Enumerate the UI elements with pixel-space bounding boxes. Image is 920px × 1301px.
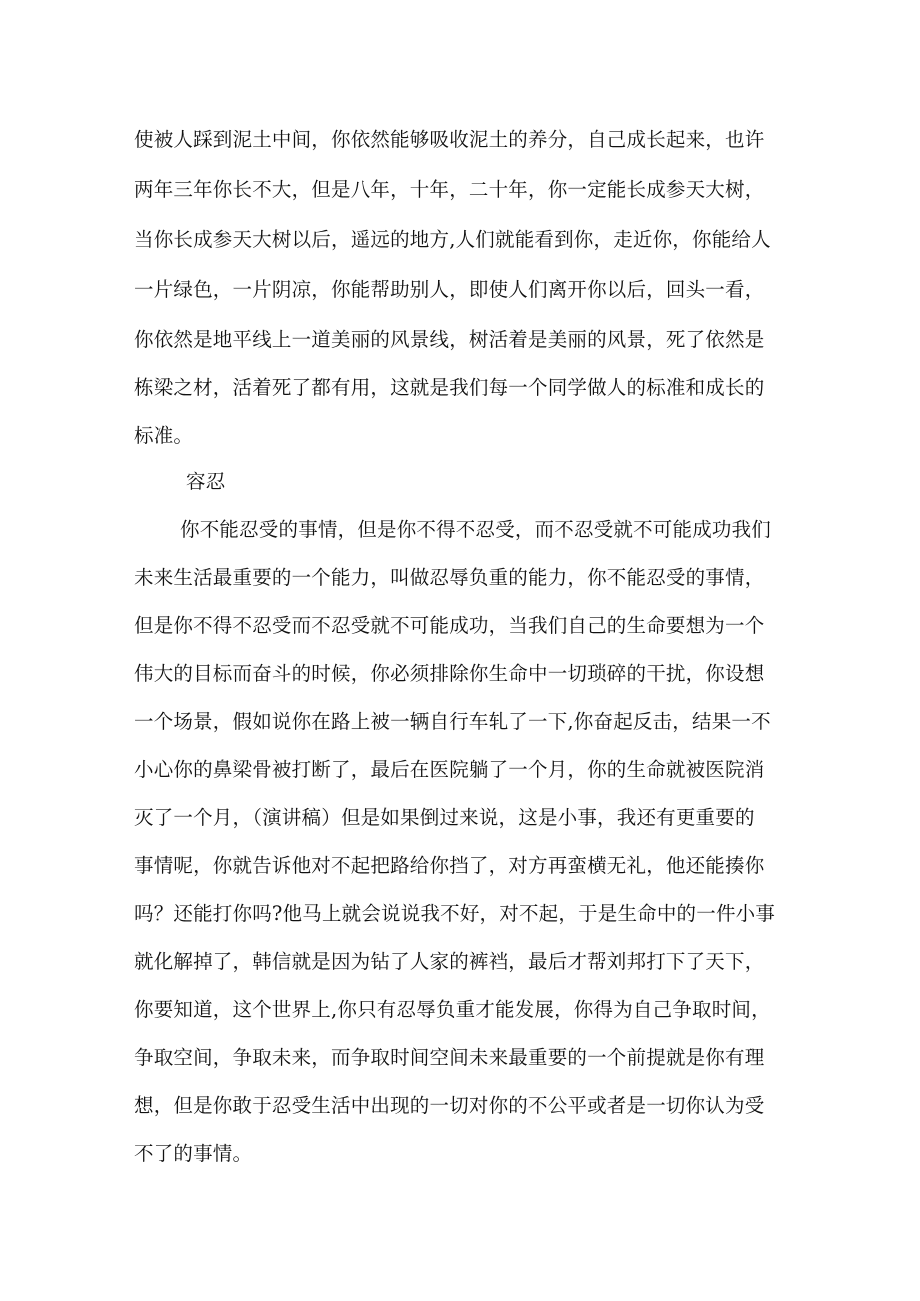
text-line: 当你长成参天大树以后，遥远的地方,人们就能看到你，走近你，你能给人 bbox=[134, 228, 771, 251]
text-line: 争取空间，争取未来，而争取时间空间未来最重要的一个前提就是你有理 bbox=[134, 1046, 765, 1069]
text-line: 你要知道，这个世界上,你只有忍辱负重才能发展，你得为自己争取时间， bbox=[134, 998, 771, 1021]
text-line: 吗？还能打你吗?他马上就会说说我不好，对不起，于是生命中的一件小事 bbox=[134, 902, 776, 925]
text-line: 就化解掉了，韩信就是因为钻了人家的裤裆，最后才帮刘邦打下了天下， bbox=[134, 950, 765, 973]
text-line: 栋梁之材，活着死了都有用，这就是我们每一个同学做人的标准和成长的 bbox=[134, 376, 765, 399]
text-line: 你依然是地平线上一道美丽的风景线，树活着是美丽的风景，死了依然是 bbox=[134, 328, 765, 351]
text-line: 伟大的目标而奋斗的时候，你必须排除你生命中一切琐碎的干扰，你设想 bbox=[134, 662, 765, 685]
text-line: 灭了一个月，（演讲稿）但是如果倒过来说，这是小事，我还有更重要的 bbox=[134, 806, 755, 829]
text-line: 你不能忍受的事情，但是你不得不忍受，而不忍受就不可能成功我们 bbox=[180, 518, 772, 541]
text-line: 事情呢，你就告诉他对不起把路给你挡了，对方再蛮横无礼，他还能揍你 bbox=[134, 854, 765, 877]
text-line: 一个场景，假如说你在路上被一辆自行车轧了一下,你奋起反击，结果一不 bbox=[134, 710, 771, 733]
text-line: 使被人踩到泥土中间，你依然能够吸收泥土的养分，自己成长起来，也许 bbox=[134, 128, 765, 151]
text-line: 不了的事情。 bbox=[134, 1142, 253, 1165]
text-line: 但是你不得不忍受而不忍受就不可能成功，当我们自己的生命要想为一个 bbox=[134, 614, 765, 637]
text-line: 标准。 bbox=[134, 424, 194, 447]
text-line: 想，但是你敢于忍受生活中出现的一切对你的不公平或者是一切你认为受 bbox=[134, 1094, 765, 1117]
section-heading: 容忍 bbox=[186, 470, 226, 493]
text-line: 一片绿色，一片阴凉，你能帮助别人，即使人们离开你以后，回头一看， bbox=[134, 278, 765, 301]
text-line: 小心你的鼻梁骨被打断了，最后在医院躺了一个月，你的生命就被医院消 bbox=[134, 758, 765, 781]
text-line: 两年三年你长不大，但是八年，十年，二十年，你一定能长成参天大树， bbox=[134, 178, 765, 201]
text-line: 未来生活最重要的一个能力，叫做忍辱负重的能力，你不能忍受的事情， bbox=[134, 566, 765, 589]
